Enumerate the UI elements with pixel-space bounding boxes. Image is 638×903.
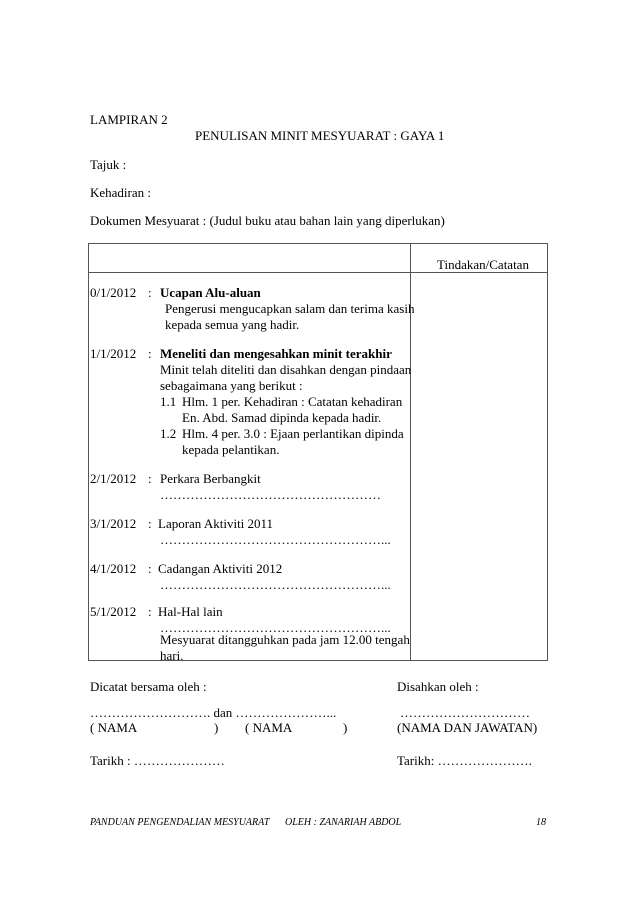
item-dots: ……………………………………………... xyxy=(160,577,391,592)
sub-item-number: 1.2 xyxy=(160,426,177,441)
item-number: 5/1/2012 xyxy=(90,604,137,619)
item-heading: Cadangan Aktiviti 2012 xyxy=(158,561,283,576)
item-text: Pengerusi mengucapkan salam dan terima kasih xyxy=(165,301,415,316)
item-heading: Laporan Aktiviti 2011 xyxy=(158,516,274,531)
item-text: sebagaimana yang berikut : xyxy=(160,378,303,393)
nama-close-1: ) xyxy=(214,720,219,735)
nama-field-1: ( NAMA xyxy=(90,720,138,735)
item-text: kepada semua yang hadir. xyxy=(165,317,300,332)
item-number: 0/1/2012 xyxy=(90,285,137,300)
item-separator: : xyxy=(148,285,152,300)
sub-item-text: Hlm. 1 per. Kehadiran : Catatan kehadiran xyxy=(182,394,403,409)
item-separator: : xyxy=(148,471,152,486)
dokumen-label: Dokumen Mesyuarat : (Judul buku atau bahan lain yang diperlukan) xyxy=(90,213,445,228)
item-number: 2/1/2012 xyxy=(90,471,137,486)
appendix-label: LAMPIRAN 2 xyxy=(90,112,168,127)
nama-field-2: ( NAMA xyxy=(245,720,293,735)
sub-item-text: Hlm. 4 per. 3.0 : Ejaan perlantikan dipinda xyxy=(182,426,404,441)
nama-jawatan-field: (NAMA DAN JAWATAN) xyxy=(397,720,538,735)
footer-author: OLEH : ZANARIAH ABDOL xyxy=(285,817,402,828)
item-heading: Meneliti dan mengesahkan minit terakhir xyxy=(160,346,392,361)
closing-text: Mesyuarat ditangguhkan pada jam 12.00 tengah xyxy=(160,632,410,647)
disahkan-label: Disahkan oleh : xyxy=(397,679,479,694)
kehadiran-label: Kehadiran : xyxy=(90,185,152,200)
signature-dots-left: ………………………. dan …………………... xyxy=(90,705,337,720)
item-text: Minit telah diteliti dan disahkan dengan pindaan xyxy=(160,362,412,377)
column-header-tindakan: Tindakan/Catatan xyxy=(437,257,529,272)
item-separator: : xyxy=(148,516,152,531)
item-separator: : xyxy=(148,561,152,576)
footer-title: PANDUAN PENGENDALIAN MESYUARAT xyxy=(90,817,270,828)
nama-close-2: ) xyxy=(343,720,348,735)
sub-item-number: 1.1 xyxy=(160,394,177,409)
item-heading: Perkara Berbangkit xyxy=(160,471,261,486)
page-number: 18 xyxy=(536,817,546,828)
table-header-divider xyxy=(88,272,548,273)
tajuk-label: Tajuk : xyxy=(90,157,127,172)
item-number: 1/1/2012 xyxy=(90,346,137,361)
closing-text: hari. xyxy=(160,648,184,663)
item-dots: ……………………………………………... xyxy=(160,620,391,635)
item-dots: …………………………………………… xyxy=(160,487,381,502)
item-heading: Ucapan Alu-aluan xyxy=(160,285,261,300)
signature-dots-right: ………………………… xyxy=(400,705,530,720)
page-title: PENULISAN MINIT MESYUARAT : GAYA 1 xyxy=(195,128,445,143)
tarikh-left: Tarikh : ………………… xyxy=(90,753,225,768)
tarikh-right: Tarikh: …………………. xyxy=(397,753,532,768)
sub-item-text: En. Abd. Samad dipinda kepada hadir. xyxy=(182,410,382,425)
item-separator: : xyxy=(148,604,152,619)
dicatat-label: Dicatat bersama oleh : xyxy=(90,679,207,694)
item-number: 4/1/2012 xyxy=(90,561,137,576)
sub-item-text: kepada pelantikan. xyxy=(182,442,280,457)
item-dots: ……………………………………………... xyxy=(160,532,391,547)
item-separator: : xyxy=(148,346,152,361)
item-number: 3/1/2012 xyxy=(90,516,137,531)
item-heading: Hal-Hal lain xyxy=(158,604,223,619)
